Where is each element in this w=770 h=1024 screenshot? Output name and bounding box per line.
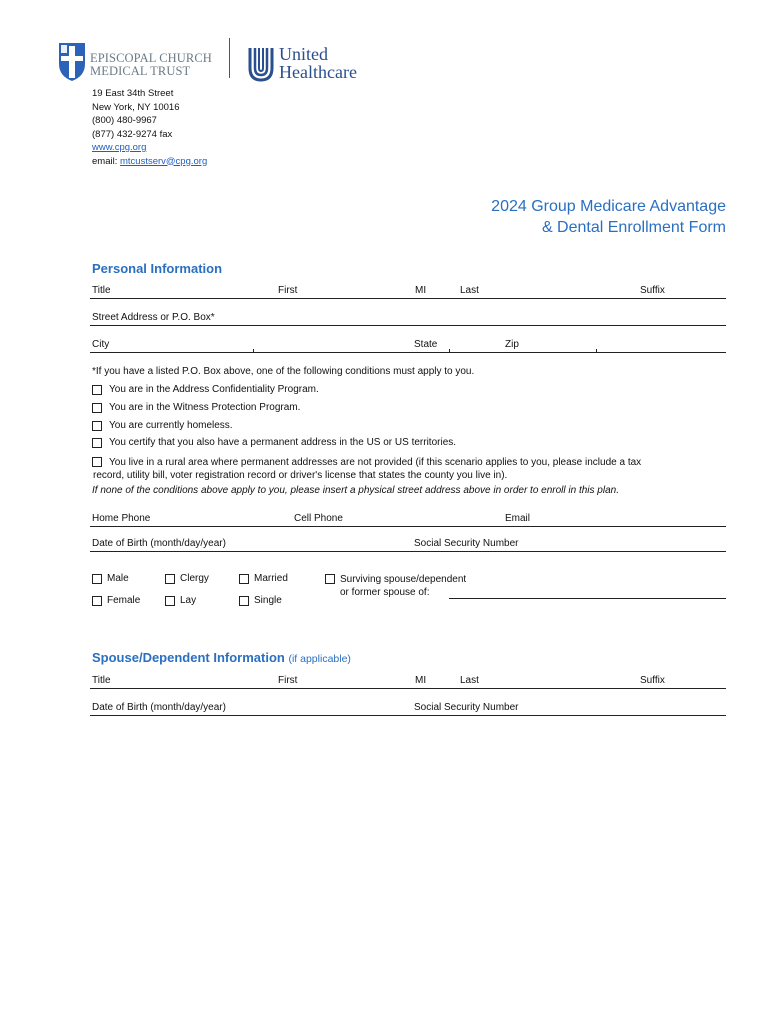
website-link[interactable]: www.cpg.org [92, 142, 147, 153]
contact-phone: (800) 480-9967 [92, 115, 157, 126]
spouse-dob-label: Date of Birth (month/day/year) [92, 702, 226, 713]
spouse-dob-row[interactable] [90, 699, 726, 716]
contact-street: 19 East 34th Street [92, 88, 174, 99]
condition-item[interactable]: You are in the Address Confidentiality Program. [92, 384, 319, 395]
physical-address-note: If none of the conditions above apply to you, please insert a physical street address above in order to enroll in this plan. [92, 485, 619, 496]
zip-label: Zip [505, 339, 519, 350]
personal-info-heading: Personal Information [92, 261, 223, 276]
city-row[interactable] [90, 336, 726, 353]
married-option[interactable]: Married [239, 573, 288, 584]
street-row[interactable] [90, 309, 726, 326]
checkbox[interactable] [92, 596, 102, 606]
ecmt-shield-icon [58, 42, 86, 87]
logo-divider [229, 38, 230, 78]
condition-item-rural[interactable] [92, 456, 641, 482]
female-option[interactable]: Female [92, 595, 140, 606]
spouse-last-label: Last [460, 675, 479, 686]
dob-label: Date of Birth (month/day/year) [92, 538, 226, 549]
dob-row[interactable] [90, 535, 726, 552]
name-row[interactable] [90, 282, 726, 299]
city-label: City [92, 339, 110, 350]
checkbox[interactable] [92, 385, 102, 395]
checkbox[interactable] [92, 574, 102, 584]
cell-phone-label: Cell Phone [294, 513, 343, 524]
state-label: State [414, 339, 438, 350]
email-link[interactable]: mtcustserv@cpg.org [119, 155, 208, 167]
former-spouse-field[interactable] [449, 598, 726, 599]
checkbox[interactable] [165, 574, 175, 584]
spouse-first-label: First [278, 675, 298, 686]
form-title-line2: & Dental Enrollment Form [541, 219, 726, 236]
condition-item[interactable]: You are currently homeless. [92, 420, 233, 431]
spouse-mi-label: MI [415, 675, 427, 686]
ecmt-line2: MEDICAL TRUST [90, 64, 191, 78]
city-divider [253, 349, 254, 353]
form-title [491, 196, 726, 238]
checkbox[interactable] [165, 596, 175, 606]
po-box-note: *If you have a listed P.O. Box above, one of the following conditions must apply to you. [92, 366, 475, 377]
email-label: email: [92, 155, 120, 167]
email-field-label: Email [505, 513, 531, 524]
male-option[interactable]: Male [92, 573, 129, 584]
last-label: Last [460, 285, 479, 296]
spouse-title-label: Title [92, 675, 111, 686]
contact-block [92, 87, 207, 168]
street-label: Street Address or P.O. Box* [92, 312, 215, 323]
checkbox[interactable] [239, 596, 249, 606]
checkbox[interactable] [92, 421, 102, 431]
spouse-heading-text: Spouse/Dependent Information [92, 650, 285, 665]
suffix-label: Suffix [640, 285, 665, 296]
form-title-line1: 2024 Group Medicare Advantage [491, 198, 726, 215]
phone-row[interactable] [90, 510, 726, 527]
rural-line1: You live in a rural area where permanent addresses are not provided (if this scenario applies to you, please include a tax [109, 457, 642, 468]
checkbox[interactable] [92, 403, 102, 413]
ssn-label: Social Security Number [414, 538, 519, 549]
spouse-suffix-label: Suffix [640, 675, 665, 686]
uhc-line1: United [279, 44, 328, 64]
title-label: Title [92, 285, 111, 296]
home-phone-label: Home Phone [92, 513, 151, 524]
spouse-info-heading [92, 650, 351, 665]
surviving-line1: Surviving spouse/dependent [340, 574, 467, 585]
zip-divider [596, 349, 597, 353]
condition-item[interactable]: You are in the Witness Protection Program. [92, 402, 300, 413]
spouse-name-row[interactable] [90, 672, 726, 689]
single-option[interactable]: Single [239, 595, 282, 606]
checkbox[interactable] [239, 574, 249, 584]
ecmt-line1: EPISCOPAL CHURCH [90, 51, 212, 65]
uhc-logo-text [279, 45, 357, 81]
uhc-line2: Healthcare [279, 62, 357, 82]
clergy-option[interactable]: Clergy [165, 573, 209, 584]
spouse-heading-note: (if applicable) [288, 653, 351, 665]
checkbox[interactable] [92, 457, 102, 467]
checkbox[interactable] [325, 574, 335, 584]
first-label: First [278, 285, 298, 296]
lay-option[interactable]: Lay [165, 595, 196, 606]
contact-fax: (877) 432-9274 fax [92, 128, 173, 140]
ecmt-logo-text [90, 52, 212, 78]
rural-line2: record, utility bill, voter registration record or driver's license that states the county you live in). [93, 470, 508, 481]
surviving-spouse-option[interactable] [325, 573, 466, 599]
uhc-u-icon [248, 46, 274, 87]
state-divider [449, 349, 450, 353]
surviving-line2: or former spouse of: [340, 587, 430, 598]
contact-city: New York, NY 10016 [92, 101, 180, 113]
checkbox[interactable] [92, 438, 102, 448]
spouse-ssn-label: Social Security Number [414, 702, 519, 713]
condition-item[interactable]: You certify that you also have a permanent address in the US or US territories. [92, 437, 456, 448]
mi-label: MI [415, 285, 427, 296]
